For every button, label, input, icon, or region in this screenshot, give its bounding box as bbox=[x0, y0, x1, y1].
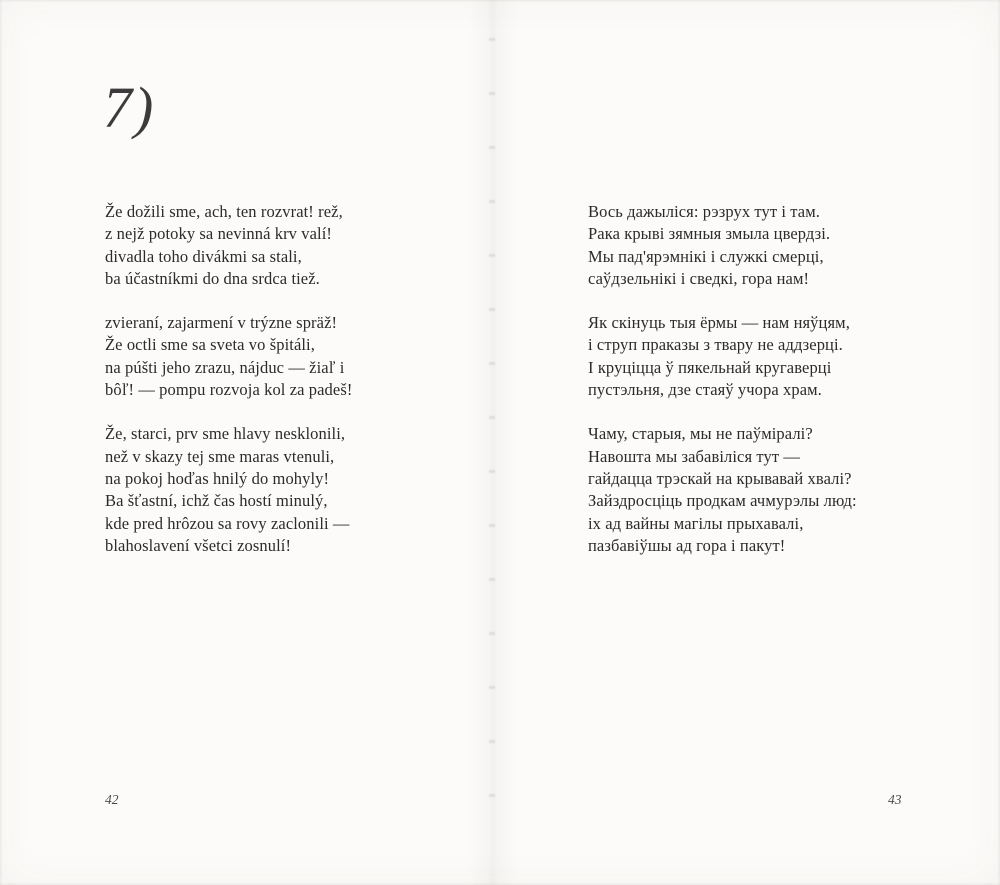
poem-line: Навошта мы забавіліся тут — bbox=[588, 446, 800, 466]
stanza bbox=[588, 201, 918, 290]
poem-line: іх ад вайны магілы прыхавалі, bbox=[588, 513, 804, 533]
poem-line: Рака крыві зямныя змыла цвердзі. bbox=[588, 224, 831, 244]
poem-line: Мы пад'ярэмнікі і служкі смерці, bbox=[588, 246, 824, 266]
poem-line: na pokoj hoďas hnilý do mohyly! bbox=[105, 468, 330, 488]
page-number-left: 42 bbox=[105, 792, 119, 807]
poem-line: zvieraní, zajarmení v trýzne spräž! bbox=[105, 313, 338, 333]
poem-line: саўдзельнікі і сведкі, гора нам! bbox=[588, 268, 810, 288]
stanza bbox=[588, 312, 918, 401]
poem-line: пустэльня, дзе стаяў учора храм. bbox=[588, 380, 822, 400]
poem-line: než v skazy tej sme maras vtenuli, bbox=[105, 446, 335, 466]
section-number: 7) bbox=[103, 75, 156, 140]
poem-line: ba účastníkmi do dna srdca tiež. bbox=[105, 268, 320, 288]
poem-line: z nejž potoky sa nevinná krv valí! bbox=[105, 224, 332, 244]
poem-line: Зайздросціць продкам ачмурэлы люд: bbox=[588, 491, 857, 511]
stanza bbox=[105, 201, 435, 290]
poem-line: Чаму, старыя, мы не паўміралі? bbox=[588, 424, 813, 444]
poem-line: Že, starci, prv sme hlavy nesklonili, bbox=[105, 424, 346, 444]
poem-line: divadla toho divákmi sa stali, bbox=[105, 246, 302, 266]
page-gutter-shadow bbox=[468, 0, 518, 885]
poem-line: І круціцца ў пякельнай кругаверці bbox=[588, 357, 832, 377]
page-number-right: 43 bbox=[888, 792, 902, 807]
poem-line: Že dožili sme, ach, ten rozvrat! rež, bbox=[105, 202, 343, 221]
left-page-poem bbox=[105, 201, 435, 579]
poem-line: гайдацца трэскай на крывавай хвалі? bbox=[588, 468, 852, 488]
stanza bbox=[588, 423, 918, 557]
poem-line: Že octli sme sa sveta vo špitáli, bbox=[105, 335, 315, 355]
poem-line: blahoslavení všetci zosnulí! bbox=[105, 535, 292, 555]
spine-scan-marks bbox=[489, 38, 495, 838]
poem-line: Вось дажыліся: рэзрух тут і там. bbox=[588, 202, 820, 221]
stanza bbox=[105, 312, 435, 401]
stanza bbox=[105, 423, 435, 557]
poem-line: kde pred hrôzou sa rovy zaclonili — bbox=[105, 513, 350, 533]
poem-line: bôľ! — pompu rozvoja kol za padeš! bbox=[105, 380, 353, 400]
poem-line: Ba šťastní, ichž čas hostí minulý, bbox=[105, 491, 328, 511]
poem-line: і струп праказы з твару не аддзерці. bbox=[588, 335, 843, 355]
poem-line: na púšti jeho zrazu, nájduc — žiaľ i bbox=[105, 357, 345, 377]
right-page-poem bbox=[588, 201, 918, 579]
poem-line: пазбавіўшы ад гора і пакут! bbox=[588, 535, 786, 555]
poem-line: Як скінуць тыя ёрмы — нам няўцям, bbox=[588, 313, 850, 333]
